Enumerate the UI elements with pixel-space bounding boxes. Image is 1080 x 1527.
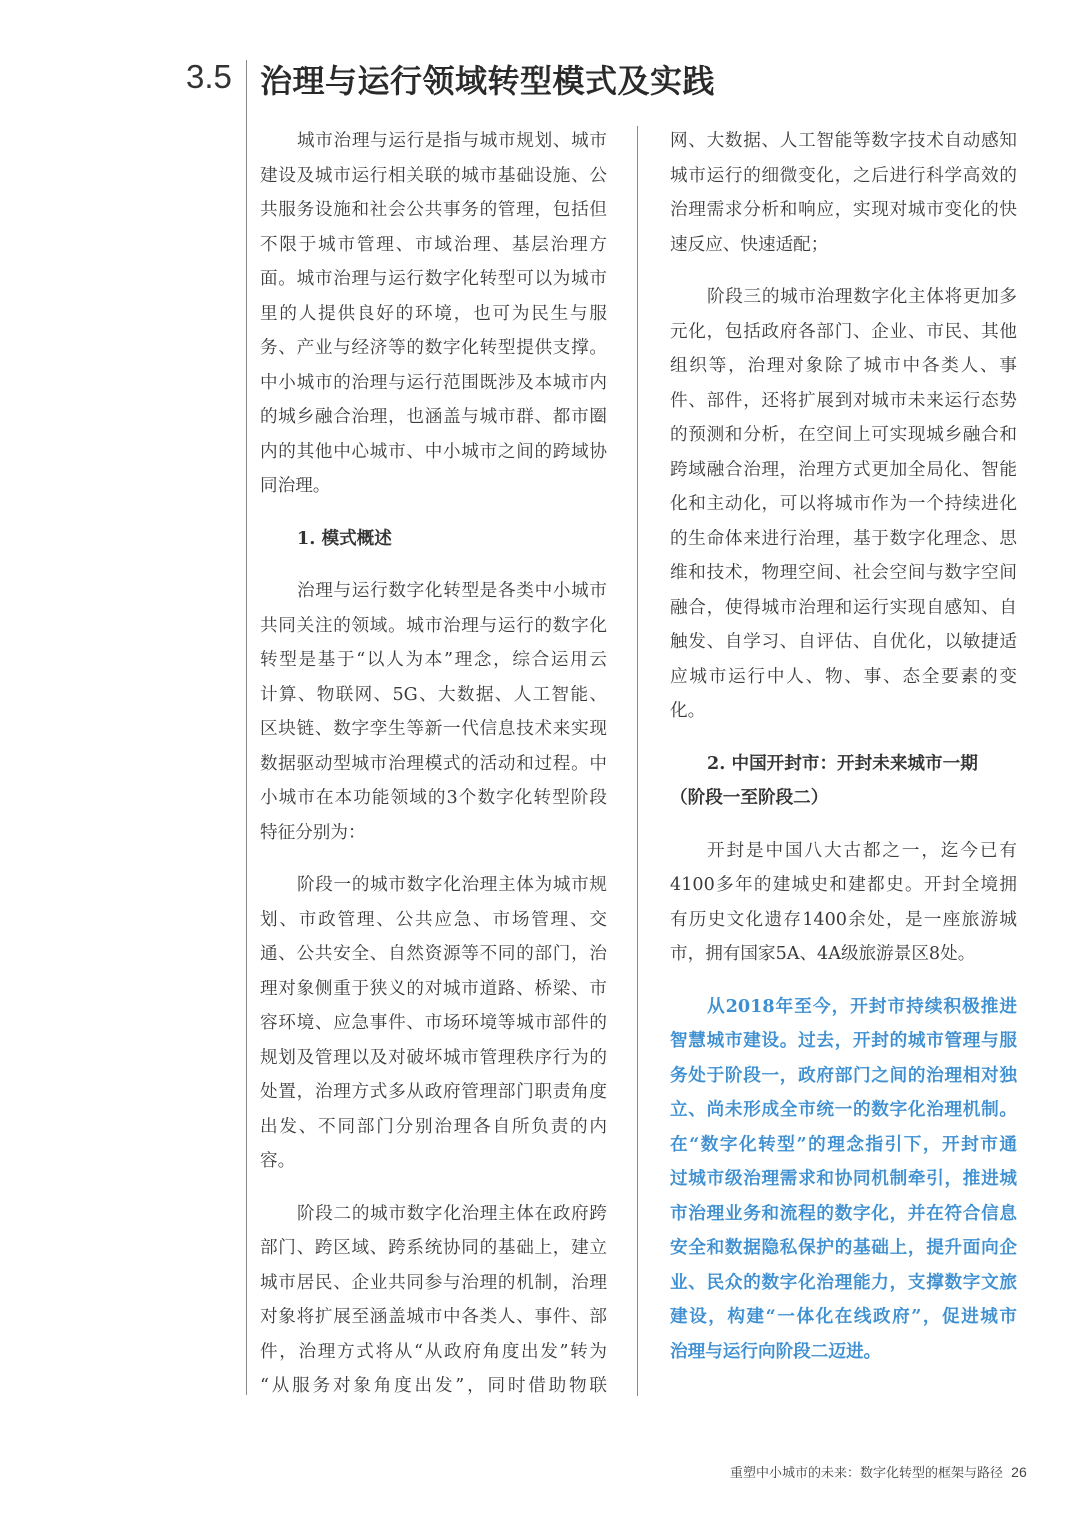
section-title: 治理与运行领域转型模式及实践 [260,62,716,100]
text-line: 容。 [260,1151,296,1171]
text-line: 对象将扩展至涵盖城市中各类人、事件、部 [260,1307,607,1327]
text-line: 城市运行的细微变化，之后进行科学高效的 [670,165,1017,186]
highlight-paragraph [670,990,1017,1370]
text-line: 融合，使得城市治理和运行实现自感知、自 [670,597,1017,618]
text-line: 件、部件，还将扩展到对城市未来运行态势 [670,390,1017,411]
text-line: 小城市在本功能领域的3个数字化转型阶段 [260,788,607,808]
text-line: 建设，构建“一体化在线政府”，促进城市 [670,1306,1017,1327]
text-line: 治理与运行向阶段二迈进。 [670,1340,882,1362]
text-line: 过城市级治理需求和协同机制牵引，推进城 [670,1168,1017,1189]
text-line: 区块链、数字孪生等新一代信息技术来实现 [260,719,607,739]
text-line: 安全和数据隐私保护的基础上，提升面向企 [670,1237,1017,1258]
text-line: 内的其他中心城市、中小城市之间的跨域协 [260,441,607,462]
text-line: 化和主动化，可以将城市作为一个持续进化 [670,494,1017,514]
text-line: 元化，包括政府各部门、企业、市民、其他 [670,321,1017,342]
text-line: 城市居民、企业共同参与治理的机制，治理 [260,1272,607,1293]
text-line: 1. 模式概述 [297,527,392,549]
text-line: 里的人提供良好的环境，也可为民生与服 [260,303,607,324]
text-line: 智慧城市建设。过去，开封的城市管理与服 [670,1030,1017,1051]
text-line: 4100多年的建城史和建都史。开封全境拥 [670,875,1017,895]
text-line: 务、产业与经济等的数字化转型提供支撑。 [260,338,607,358]
paragraph [260,574,607,850]
text-line: 组织等，治理对象除了城市中各类人、事 [670,356,1017,376]
text-line: 件，治理方式将从“从政府角度出发”转为 [260,1341,607,1362]
text-line: 跨域融合治理，治理方式更加全局化、智能 [670,459,1017,480]
text-line: 中小城市的治理与运行范围既涉及本城市内 [260,372,607,393]
text-line: 的预测和分析，在空间上可实现城乡融合和 [670,425,1017,445]
text-line: 数据驱动型城市治理模式的活动和过程。中 [260,753,607,774]
section-heading [670,747,1017,816]
text-line: 在“数字化转型”的理念指引下，开封市通 [670,1133,1017,1155]
text-line: 计算、物联网、5G、大数据、人工智能、 [260,684,607,705]
paragraph [260,124,607,504]
text-line: 城市治理与运行是指与城市规划、城市 [297,131,607,151]
text-line: 出发、不同部门分别治理各自所负责的内 [260,1116,607,1137]
text-line: 市，拥有国家5A、4A级旅游景区8处。 [670,944,976,964]
column-divider [637,126,638,1396]
text-line: 立、尚未形成全市统一的数字化治理机制。 [670,1099,1017,1120]
text-line: 同治理。 [260,476,331,496]
text-line: 阶段三的城市治理数字化主体将更加多 [707,287,1017,307]
text-line: 的城乡融合治理，也涵盖与城市群、都市圈 [260,407,607,427]
text-line: 治理需求分析和响应，实现对城市变化的快 [670,200,1017,220]
text-line: 速反应、快速适配； [670,234,829,255]
paragraph [670,124,1017,262]
paragraph [260,868,607,1179]
page-footer [730,1462,1027,1481]
text-line: 特征分别为： [260,822,366,843]
text-line: 网、大数据、人工智能等数字技术自动感知 [670,131,1017,151]
text-line: 2. 中国开封市：开封未来城市一期 [707,752,978,774]
text-line: 通、公共安全、自然资源等不同的部门，治 [260,944,607,964]
text-line: 阶段一的城市数字化治理主体为城市规 [297,875,607,895]
text-line: 维和技术，物理空间、社会空间与数字空间 [670,563,1017,583]
text-line: 开封是中国八大古都之一，迄今已有 [707,840,1017,861]
text-line: 化。 [670,701,706,721]
text-line: 容环境、应急事件、市场环境等城市部件的 [260,1013,607,1033]
text-line: （阶段一至阶段二） [670,787,829,808]
text-line: 市治理业务和流程的数字化，并在符合信息 [670,1202,1017,1224]
text-line: 转型是基于“以人为本”理念，综合运用云 [260,650,607,670]
text-line: 划、市政管理、公共应急、市场管理、交 [260,909,607,930]
text-line: 触发、自学习、自评估、自优化，以敏捷适 [670,632,1017,652]
text-line: 不限于城市管理、市域治理、基层治理方 [260,234,607,255]
section-heading [260,522,607,557]
left-column [260,124,607,1404]
paragraph [670,834,1017,972]
text-line: 建设及城市运行相关联的城市基础设施、公 [260,165,607,186]
text-line: 的生命体来进行治理，基于数字化理念、思 [670,528,1017,549]
book-title: 重塑中小城市的未来：数字化转型的框架与路径 [730,1466,1004,1481]
text-line: 有历史文化遗存1400余处，是一座旅游城 [670,909,1017,930]
text-line: 阶段二的城市数字化治理主体在政府跨 [297,1203,607,1224]
text-line: 从2018年至今，开封市持续积极推进 [707,995,1017,1017]
paragraph [670,280,1017,729]
vertical-rule-title [246,60,247,1395]
text-line: “从服务对象角度出发”，同时借助物联 [260,1376,607,1396]
text-line: 应城市运行中人、物、事、态全要素的变 [670,666,1017,687]
text-line: 业、民众的数字化治理能力，支撑数字文旅 [670,1271,1017,1293]
paragraph [260,1197,607,1404]
right-column [670,124,1017,1369]
text-line: 面。城市治理与运行数字化转型可以为城市 [260,269,607,289]
section-number: 3.5 [186,58,232,95]
text-line: 治理与运行数字化转型是各类中小城市 [297,581,607,601]
text-line: 共服务设施和社会公共事务的管理，包括但 [260,200,607,220]
text-line: 部门、跨区域、跨系统协同的基础上，建立 [260,1238,607,1258]
text-line: 共同关注的领域。城市治理与运行的数字化 [260,615,607,636]
text-line: 规划及管理以及对破坏城市管理秩序行为的 [260,1047,607,1068]
text-line: 务处于阶段一，政府部门之间的治理相对独 [670,1064,1017,1086]
page-number: 26 [1011,1464,1027,1480]
text-line: 理对象侧重于狭义的对城市道路、桥梁、市 [260,978,607,999]
text-line: 处置，治理方式多从政府管理部门职责角度 [260,1082,607,1102]
